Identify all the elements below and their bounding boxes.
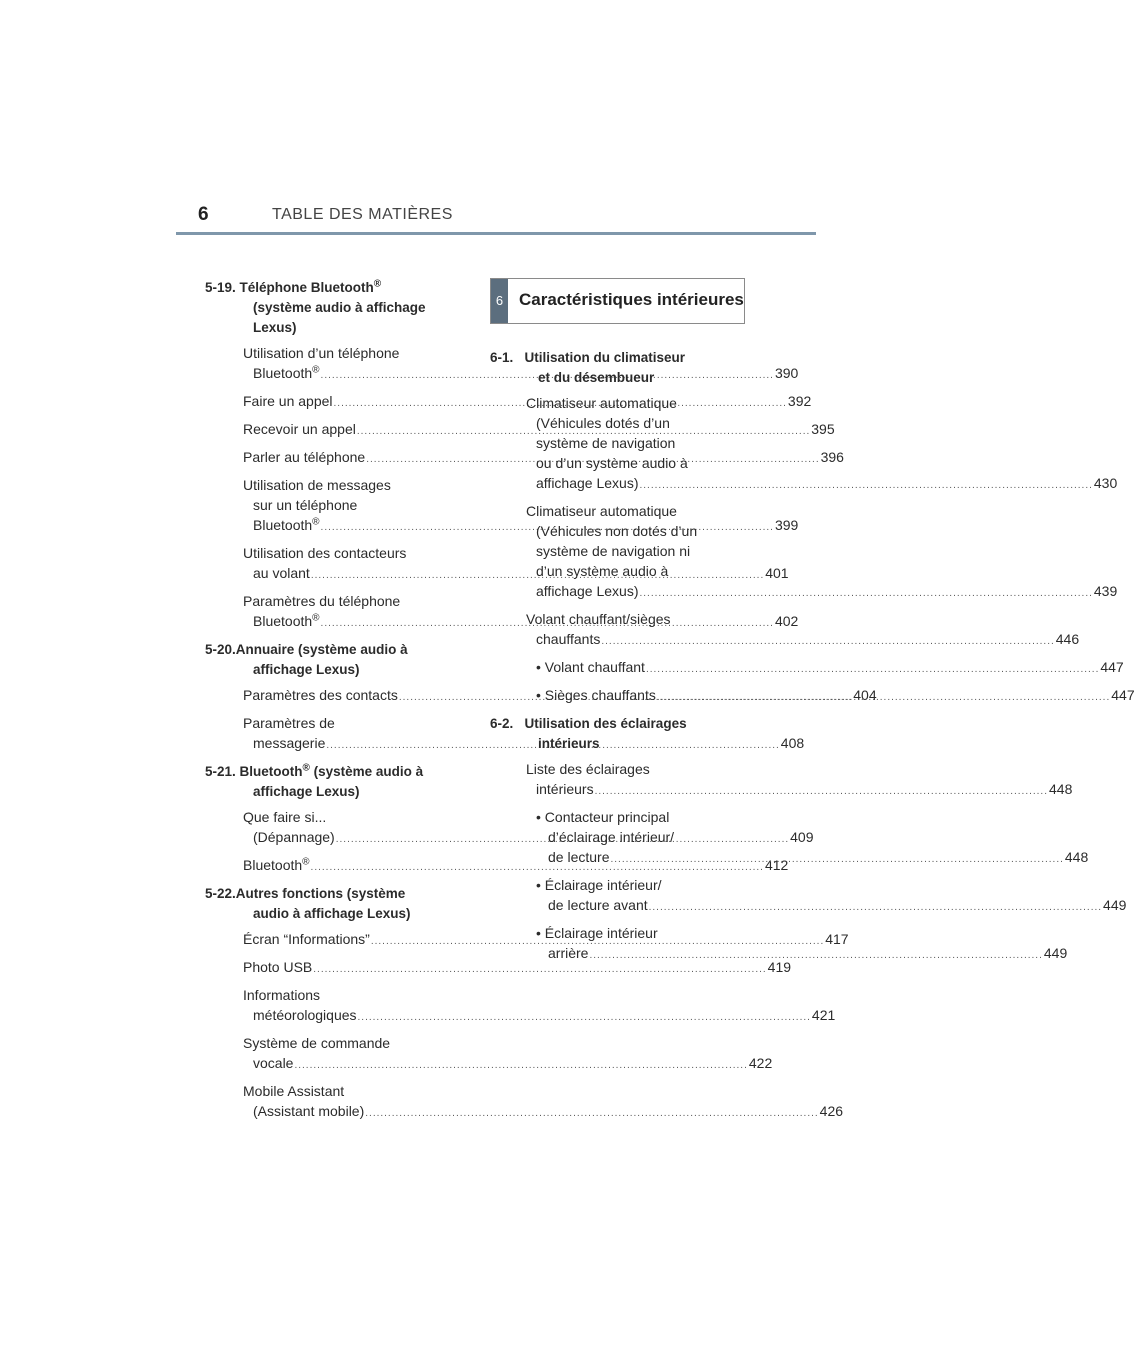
page-ref: 447 bbox=[1111, 687, 1135, 703]
toc-entry[interactable]: Que faire si... (Dépannage) ..... 409 bbox=[205, 807, 453, 850]
toc-entry[interactable]: Climatiseur automatique (Véhicules non dotés d’un système de navigation ni d’un système audio à affichage Lexus) ..... 439 bbox=[490, 501, 738, 604]
page-ref: 395 bbox=[811, 421, 835, 437]
section-title: 5-21. Bluetooth bbox=[205, 764, 303, 779]
toc-entry[interactable]: Utilisation d’un téléphone Bluetooth® ..... 390 bbox=[205, 343, 453, 386]
toc-entry[interactable]: Bluetooth® ..... 412 bbox=[205, 855, 453, 878]
page-ref: 449 bbox=[1103, 897, 1127, 913]
page-ref: 448 bbox=[1049, 781, 1073, 797]
page-ref: 401 bbox=[765, 565, 789, 581]
toc-entry[interactable]: Paramètres des contacts ..... 404 bbox=[205, 685, 453, 708]
page-ref: 430 bbox=[1093, 475, 1118, 491]
toc-entry[interactable]: Parler au téléphone ..... 396 bbox=[205, 447, 453, 470]
page-ref: 417 bbox=[825, 931, 849, 947]
toc-entry[interactable]: Faire un appel ..... 392 bbox=[205, 391, 453, 414]
chapter-title: Caractéristiques intérieures bbox=[519, 290, 744, 309]
page-ref: 404 bbox=[853, 687, 877, 703]
page-ref: 421 bbox=[811, 1007, 836, 1023]
toc-entry[interactable]: Utilisation de messages sur un téléphone Bluetooth® ..... 399 bbox=[205, 475, 453, 538]
page-ref: 422 bbox=[748, 1055, 773, 1071]
toc-entry[interactable]: Paramètres de messagerie ..... 408 bbox=[205, 713, 453, 756]
toc-subentry[interactable]: • Éclairage intérieur arrière ..... 449 bbox=[490, 923, 738, 966]
page-number: 6 bbox=[198, 204, 209, 225]
page-ref: 412 bbox=[764, 857, 789, 873]
toc-entry[interactable]: Volant chauffant/sièges chauffants ..... 446 bbox=[490, 609, 738, 652]
page-ref: 399 bbox=[774, 517, 799, 533]
header-rule bbox=[176, 232, 816, 235]
page-ref: 409 bbox=[790, 829, 814, 845]
section-title: 5-19. Téléphone Bluetooth bbox=[205, 280, 374, 295]
toc-entry[interactable]: Recevoir un appel ..... 395 bbox=[205, 419, 453, 442]
toc-entry[interactable]: Mobile Assistant (Assistant mobile) ..... 426 bbox=[205, 1081, 453, 1124]
toc-entry[interactable]: Paramètres du téléphone Bluetooth® ..... 402 bbox=[205, 591, 453, 634]
page-ref: 449 bbox=[1043, 945, 1068, 961]
toc-section-5-22[interactable]: 5-22.Autres fonctions (système audio à affichage Lexus) bbox=[205, 886, 411, 921]
page-ref: 447 bbox=[1100, 659, 1124, 675]
chapter-heading[interactable] bbox=[490, 278, 745, 324]
section-title: 6-1. Utilisation du climatiseur bbox=[490, 350, 686, 365]
toc-section-6-1[interactable]: 6-1. Utilisation du climatiseur et du désembueur bbox=[490, 350, 686, 385]
page-ref: 446 bbox=[1055, 631, 1080, 647]
toc-entry[interactable]: Informations météorologiques ..... 421 bbox=[205, 985, 453, 1028]
toc-section-5-21[interactable]: 5-21. Bluetooth® (système audio à affichage Lexus) bbox=[205, 762, 424, 799]
chapter-number-tab: 6 bbox=[491, 279, 508, 323]
page-ref: 390 bbox=[774, 365, 799, 381]
header-title: TABLE DES MATIÈRES bbox=[272, 206, 453, 223]
toc-subentry[interactable]: • Sièges chauffants ..... 447 bbox=[490, 685, 738, 708]
toc-entry[interactable]: Climatiseur automatique (Véhicules dotés d’un système de navigation ou d’un système audio à affichage Lexus) ..... 430 bbox=[490, 393, 738, 496]
section-title: 5-22.Autres fonctions (système bbox=[205, 886, 406, 901]
toc-section-5-19[interactable]: 5-19. Téléphone Bluetooth® (système audio à affichage Lexus) bbox=[205, 278, 426, 335]
toc-section-5-20[interactable]: 5-20.Annuaire (système audio à affichage Lexus) bbox=[205, 642, 408, 677]
toc-entry[interactable]: Liste des éclairages intérieurs ..... 448 bbox=[490, 759, 738, 802]
toc-entry[interactable]: Écran “Informations” ..... 417 bbox=[205, 929, 453, 952]
section-title: 6-2. Utilisation des éclairages bbox=[490, 716, 687, 731]
page-ref: 408 bbox=[780, 735, 805, 751]
page-ref: 402 bbox=[774, 613, 799, 629]
page-ref: 448 bbox=[1064, 849, 1089, 865]
toc-section-6-2[interactable]: 6-2. Utilisation des éclairages intérieurs bbox=[490, 716, 687, 751]
page-ref: 396 bbox=[820, 449, 844, 465]
toc-entry[interactable]: Utilisation des contacteurs au volant ..... 401 bbox=[205, 543, 453, 586]
page-ref: 439 bbox=[1093, 583, 1118, 599]
toc-entry[interactable]: Photo USB ..... 419 bbox=[205, 957, 453, 980]
toc-subentry[interactable]: • Éclairage intérieur/ de lecture avant ..... 449 bbox=[490, 875, 738, 918]
page-ref: 392 bbox=[787, 393, 812, 409]
page-header bbox=[176, 204, 816, 236]
toc-subentry[interactable]: • Contacteur principal d’éclairage intérieur/ de lecture ..... 448 bbox=[490, 807, 738, 870]
section-title: 5-20.Annuaire (système audio à bbox=[205, 642, 408, 657]
toc-subentry[interactable]: • Volant chauffant ..... 447 bbox=[490, 657, 738, 680]
page-ref: 419 bbox=[767, 959, 792, 975]
page-ref: 426 bbox=[819, 1103, 844, 1119]
toc-entry[interactable]: Système de commande vocale ..... 422 bbox=[205, 1033, 453, 1076]
